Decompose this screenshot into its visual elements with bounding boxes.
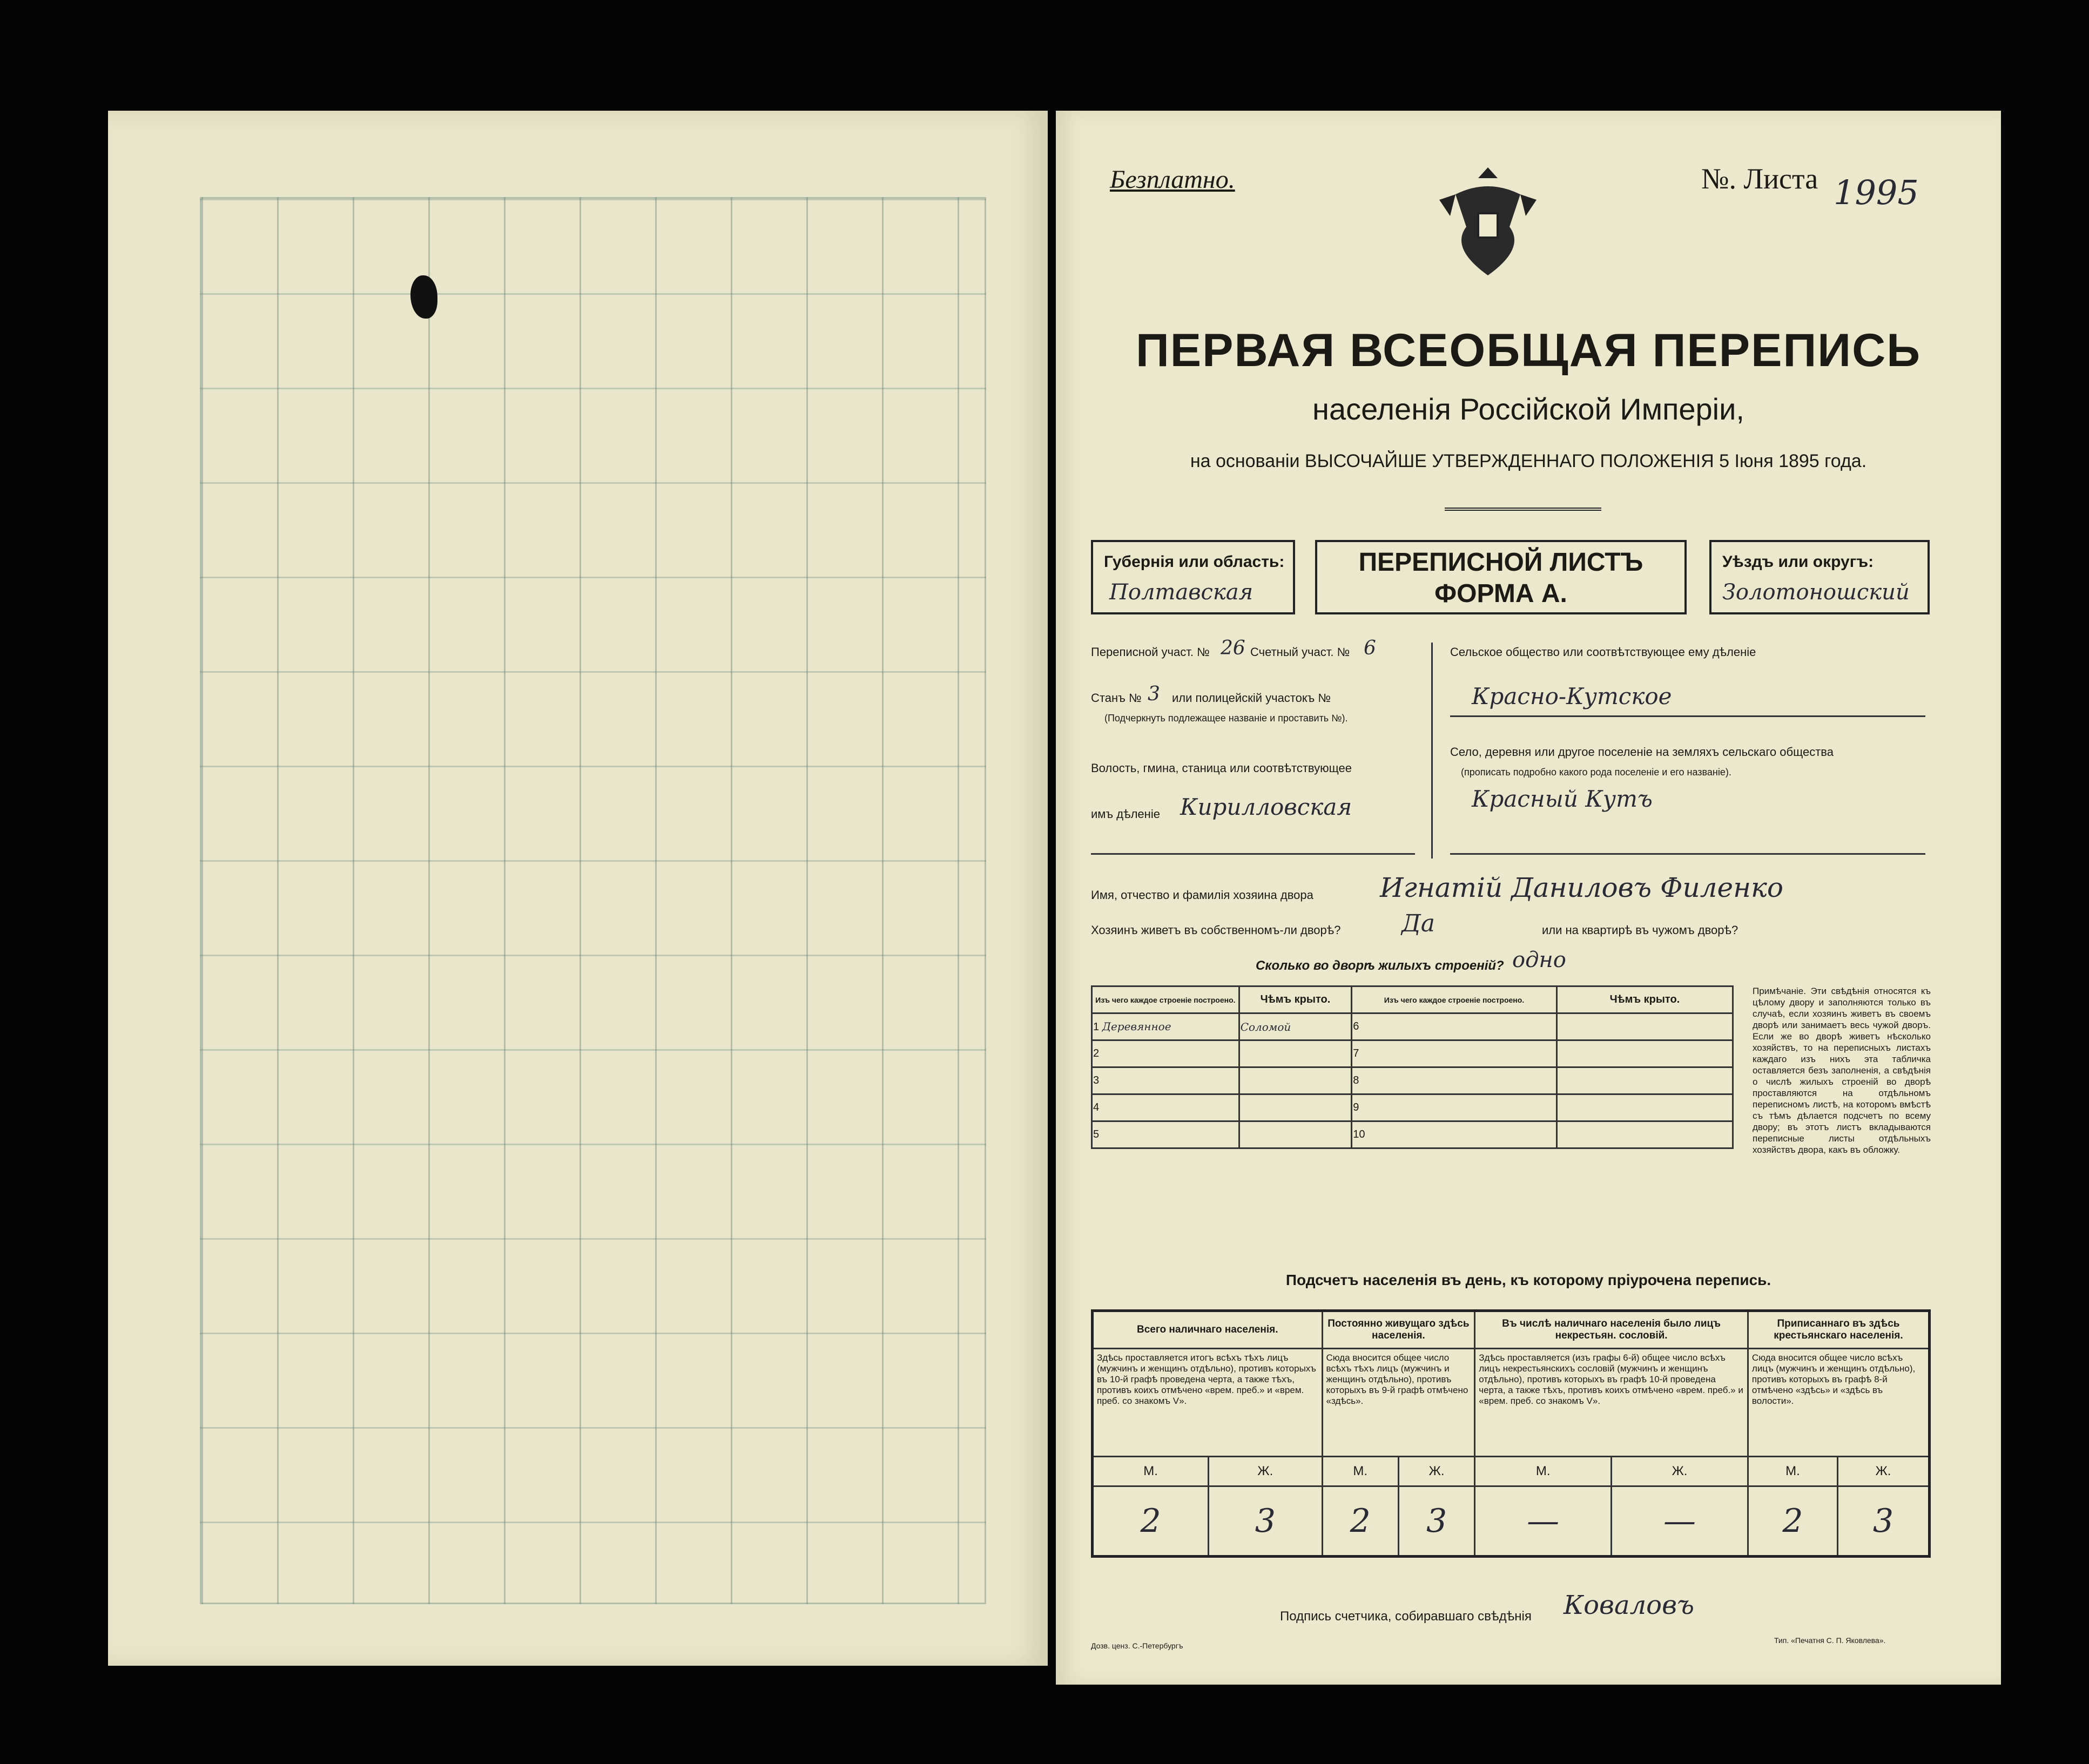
society-value: Красно-Кутское bbox=[1472, 683, 1672, 709]
census-section-label: Переписной участ. № bbox=[1091, 645, 1210, 659]
row-number: 1 bbox=[1093, 1021, 1100, 1033]
female-label: Ж. bbox=[1209, 1457, 1322, 1486]
free-label: Безплатно. bbox=[1110, 165, 1235, 194]
rent-label: или на квартирѣ въ чужомъ дворѣ? bbox=[1542, 923, 1738, 937]
male-label: М. bbox=[1093, 1457, 1209, 1486]
census-section-value: 26 bbox=[1221, 637, 1245, 659]
population-table bbox=[1091, 1309, 1931, 1558]
row-number: 3 bbox=[1092, 1067, 1239, 1094]
right-page bbox=[1056, 111, 2001, 1685]
underline-note: (Подчеркнуть подлежащее названіе и проставить №). bbox=[1104, 713, 1348, 724]
sheet-number-value: 1995 bbox=[1834, 173, 1919, 212]
document-title: ПЕРВАЯ ВСЕОБЩАЯ ПЕРЕПИСЬ bbox=[1135, 325, 1922, 376]
province-value: Полтавская bbox=[1109, 580, 1254, 605]
signature-label: Подпись счетчика, собиравшаго свѣдѣнія bbox=[1280, 1609, 1532, 1624]
form-title-box bbox=[1315, 540, 1687, 614]
camp-value: 3 bbox=[1148, 683, 1160, 705]
village-value: Красный Кутъ bbox=[1472, 786, 1653, 812]
row-number: 10 bbox=[1352, 1121, 1557, 1148]
province-box bbox=[1091, 540, 1295, 614]
material-header-2: Изъ чего каждое строеніе построено. bbox=[1352, 986, 1557, 1013]
col-total-desc: Здѣсь проставляется итогъ всѣхъ тѣхъ лицъ (мужчинъ и женщинъ отдѣльно), противъ которыхъ въ 10-й графѣ проведена черта, а также тѣхъ, противъ коихъ отмѣчено «врем. преб.» и «врем. преб. со знакомъ V». bbox=[1093, 1349, 1323, 1457]
district-box bbox=[1709, 540, 1930, 614]
count-section-value: 6 bbox=[1364, 637, 1376, 659]
buildings-value: одно bbox=[1512, 948, 1566, 972]
coat-of-arms-icon bbox=[1434, 162, 1542, 286]
camp-label: Станъ № bbox=[1091, 691, 1142, 705]
permanent-female: 3 bbox=[1398, 1486, 1474, 1557]
volost-line bbox=[1091, 853, 1415, 855]
roof-header-2: Чѣмъ крыто. bbox=[1556, 986, 1733, 1013]
legal-basis: на основаніи ВЫСОЧАЙШЕ УТВЕРЖДЕННАГО ПОЛОЖЕНІЯ 5 Іюня 1895 года. bbox=[1190, 451, 1867, 471]
owner-value: Игнатій Даниловъ Филенко bbox=[1380, 872, 1783, 903]
row-number: 2 bbox=[1092, 1040, 1239, 1067]
male-label: М. bbox=[1748, 1457, 1837, 1486]
row-number: 9 bbox=[1352, 1094, 1557, 1121]
village-line bbox=[1450, 853, 1925, 855]
permanent-male: 2 bbox=[1322, 1486, 1398, 1557]
note-text: Примѣчаніе. Эти свѣдѣнія относятся къ цѣлому двору и заполняются только въ случаѣ, если хозяинъ живетъ въ своемъ дворѣ или занимаетъ весь чужой дворъ. Если же во дворѣ живетъ нѣсколько хозяйствъ, то на переписныхъ листахъ каждаго изъ нихъ эта табличка оставляется безъ заполненія, а свѣдѣнія о числѣ жилыхъ строеній во дворѣ проставляются на отдѣльномъ переписномъ листѣ, на которомъ вмѣстѣ съ тѣмъ дѣлается подсчетъ по всему двору; въ этотъ листъ вкладываются переписные листы отдѣльныхъ хозяйствъ двора, какъ въ обложку. bbox=[1753, 986, 1931, 1155]
material-value: Деревянное bbox=[1102, 1020, 1171, 1033]
volost-value: Кирилловская bbox=[1180, 794, 1352, 820]
row-number: 5 bbox=[1092, 1121, 1239, 1148]
ruled-grid bbox=[200, 197, 986, 1604]
sheet-number-label: №. Листа bbox=[1701, 163, 1818, 195]
col-nonpeasant-desc: Здѣсь проставляется (изъ графы 6-й) общее число всѣхъ лицъ некрестьянскихъ сословій (мужчинъ и женщинъ отдѣльно), противъ которыхъ въ графѣ 10-й проведена черта, а также тѣхъ, противъ коихъ отмѣчено «врем. преб.» и «врем. преб. со знакомъ V». bbox=[1475, 1349, 1748, 1457]
count-section-label: Счетный участ. № bbox=[1250, 645, 1350, 659]
signature-value: Коваловъ bbox=[1564, 1590, 1694, 1620]
col-total-title: Всего наличнаго населенія. bbox=[1093, 1311, 1323, 1349]
male-label: М. bbox=[1475, 1457, 1612, 1486]
imprint-left: Дозв. ценз. С.-Петербургъ bbox=[1091, 1641, 1183, 1650]
roof-header: Чѣмъ крыто. bbox=[1239, 986, 1352, 1013]
row-number: 8 bbox=[1352, 1067, 1557, 1094]
imprint-right: Тип. «Печатня С. П. Яковлева». bbox=[1774, 1636, 1886, 1645]
row-number: 4 bbox=[1092, 1094, 1239, 1121]
province-label: Губернія или область: bbox=[1104, 553, 1285, 571]
total-male: 2 bbox=[1093, 1486, 1209, 1557]
village-note: (прописать подробно какого рода поселеніе и его названіе). bbox=[1461, 767, 1731, 778]
female-label: Ж. bbox=[1398, 1457, 1474, 1486]
total-female: 3 bbox=[1209, 1486, 1322, 1557]
form-title: ПЕРЕПИСНОЙ ЛИСТЪ bbox=[1358, 548, 1643, 577]
material-header: Изъ чего каждое строеніе построено. bbox=[1092, 986, 1239, 1013]
volost-label: Волость, гмина, станица или соотвѣтствующее bbox=[1091, 761, 1352, 775]
registered-male: 2 bbox=[1748, 1486, 1837, 1557]
buildings-label: Сколько во дворѣ жилыхъ строеній? bbox=[1256, 958, 1504, 973]
registered-female: 3 bbox=[1838, 1486, 1930, 1557]
society-line bbox=[1450, 715, 1925, 717]
own-yard-label: Хозяинъ живетъ въ собственномъ-ли дворѣ? bbox=[1091, 923, 1341, 937]
police-label: или полицейскій участокъ № bbox=[1172, 691, 1331, 705]
own-yard-value: Да bbox=[1401, 910, 1436, 937]
female-label: Ж. bbox=[1612, 1457, 1748, 1486]
volost-label-2: имъ дѣленіе bbox=[1091, 807, 1160, 821]
buildings-table bbox=[1091, 985, 1734, 1149]
col-permanent-title: Постоянно живущаго здѣсь населенія. bbox=[1322, 1311, 1475, 1349]
population-heading: Подсчетъ населенія въ день, къ которому пріурочена перепись. bbox=[1285, 1272, 1771, 1288]
divider bbox=[1445, 508, 1601, 511]
roof-value: Соломой bbox=[1239, 1013, 1352, 1040]
document-subtitle: населенія Россійской Имперіи, bbox=[1312, 392, 1744, 426]
column-divider bbox=[1431, 643, 1433, 859]
owner-label: Имя, отчество и фамилія хозяина двора bbox=[1091, 888, 1313, 902]
nonpeasant-female: — bbox=[1612, 1486, 1748, 1557]
district-value: Золотоношский bbox=[1722, 580, 1910, 605]
row-number: 6 bbox=[1352, 1013, 1557, 1040]
district-label: Уѣздъ или округъ: bbox=[1722, 553, 1874, 571]
female-label: Ж. bbox=[1838, 1457, 1930, 1486]
left-page bbox=[108, 111, 1048, 1666]
col-registered-title: Приписаннаго въ здѣсь крестьянскаго населенія. bbox=[1748, 1311, 1929, 1349]
society-label: Сельское общество или соотвѣтствующее ему дѣленіе bbox=[1450, 645, 1756, 659]
col-permanent-desc: Сюда вносится общее число всѣхъ тѣхъ лицъ (мужчинъ и женщинъ отдѣльно), противъ которыхъ въ 9-й графѣ отмѣчено «здѣсь». bbox=[1322, 1349, 1475, 1457]
village-label: Село, деревня или другое поселеніе на земляхъ сельскаго общества bbox=[1450, 745, 1834, 759]
col-nonpeasant-title: Въ числѣ наличнаго населенія было лицъ некрестьян. сословій. bbox=[1475, 1311, 1748, 1349]
male-label: М. bbox=[1322, 1457, 1398, 1486]
row-number: 7 bbox=[1352, 1040, 1557, 1067]
nonpeasant-male: — bbox=[1475, 1486, 1612, 1557]
col-registered-desc: Сюда вносится общее число всѣхъ лицъ (мужчинъ и женщинъ отдѣльно), противъ которыхъ въ графѣ 8-й отмѣчено «здѣсь» и «здѣсь въ волости». bbox=[1748, 1349, 1929, 1457]
form-subtitle: ФОРМА А. bbox=[1434, 579, 1567, 608]
